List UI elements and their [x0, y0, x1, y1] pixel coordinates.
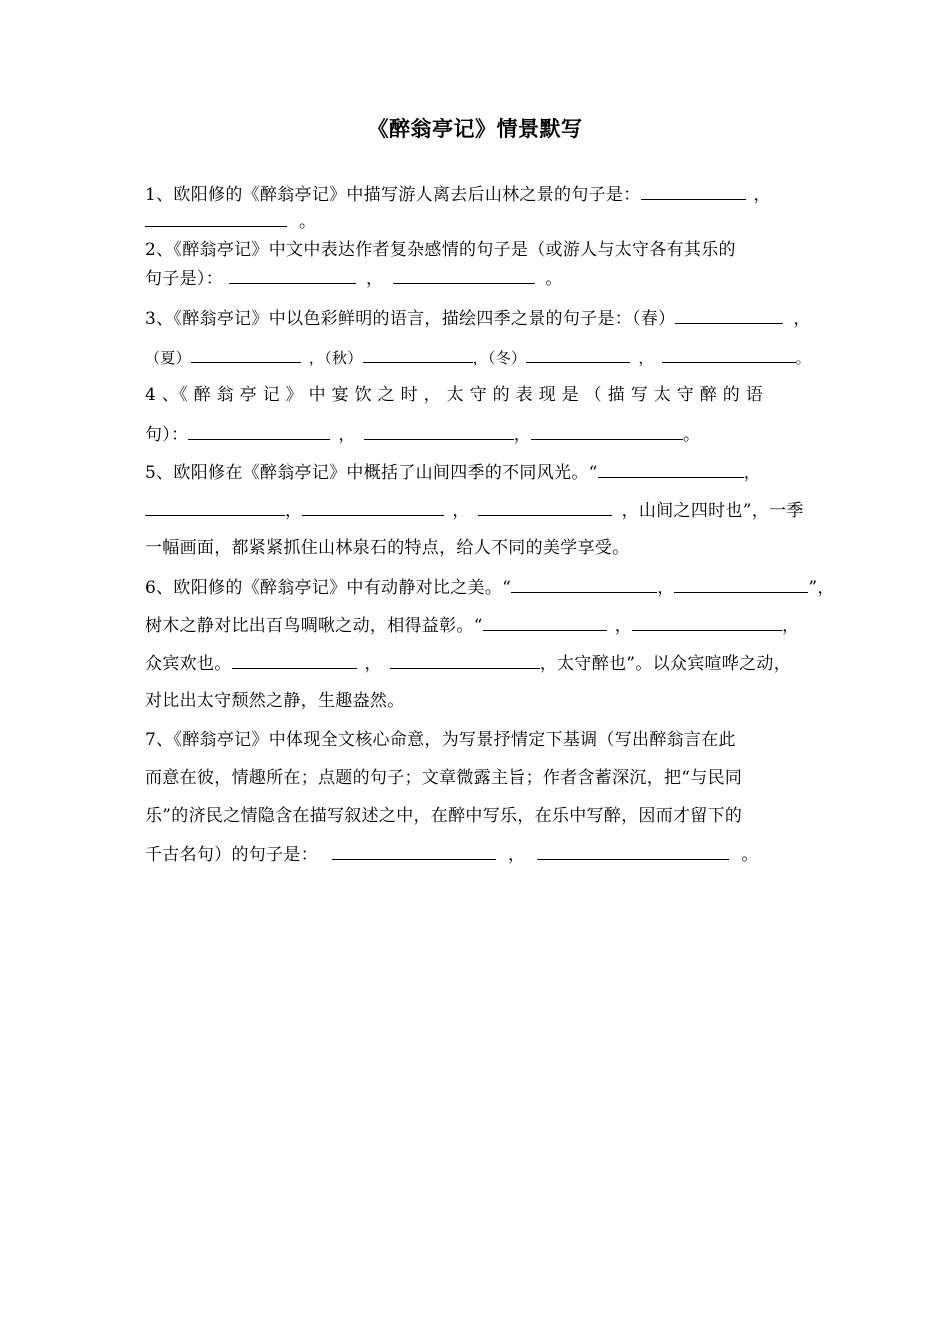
question-6-line-3 — [145, 651, 791, 676]
question-4-line-1 — [145, 383, 763, 407]
question-6-blank-6[interactable] — [390, 651, 540, 669]
question-2-line-2 — [145, 266, 563, 291]
question-7-line-4 — [145, 842, 759, 867]
question-4-blank-3[interactable] — [531, 422, 683, 440]
question-7-line-3 — [145, 804, 742, 828]
question-4-blank-2[interactable] — [364, 422, 514, 440]
question-5-punct-3: ， — [452, 501, 470, 521]
question-2-line-1 — [145, 238, 736, 262]
question-3-text: 3、《醉翁亭记》中以色彩鲜明的语言，描绘四季之景的句子是：（春） — [145, 309, 676, 329]
question-6-blank-5[interactable] — [232, 651, 357, 669]
question-4-blank-1[interactable] — [188, 422, 330, 440]
question-1-line-1 — [145, 182, 771, 207]
question-5-line-2 — [145, 498, 804, 523]
question-6-text-3: 众宾欢也。 — [145, 654, 232, 674]
question-3-punct-3: 。 — [795, 349, 811, 367]
question-5-blank-4[interactable] — [478, 498, 612, 516]
question-7-text-2: 而意在彼，情趣所在；点题的句子；文章微露主旨；作者含蓄深沉，把“与民同 — [145, 768, 743, 788]
question-6-punct-4: ， — [782, 616, 800, 636]
question-6-blank-2[interactable] — [674, 575, 808, 593]
question-4-punct-3: 。 — [683, 425, 701, 445]
question-6-line-4 — [145, 689, 405, 713]
question-7-punct-2: 。 — [741, 845, 759, 865]
question-6-text: 6、欧阳修的《醉翁亭记》中有动静对比之美。“ — [145, 578, 512, 598]
question-6-blank-3[interactable] — [483, 613, 607, 631]
question-1-text: 1、欧阳修的《醉翁亭记》中描写游人离去后山林之景的句子是： — [145, 185, 641, 205]
question-3-blank-spring[interactable] — [675, 306, 783, 324]
question-5-line-1 — [145, 460, 761, 485]
question-3-blank-winter[interactable] — [526, 345, 630, 363]
question-7-text-4: 千古名句）的句子是： — [145, 845, 318, 865]
question-3-blank-autumn[interactable] — [363, 345, 473, 363]
question-2-blank-2[interactable] — [393, 266, 535, 284]
question-2-blank-1[interactable] — [229, 266, 356, 284]
question-1-line-2 — [145, 209, 316, 234]
question-6-punct-2: ”， — [808, 578, 835, 598]
question-6-text-5: 对比出太守颓然之静，生趣盎然。 — [145, 691, 405, 711]
question-1-blank-1[interactable] — [641, 182, 746, 200]
question-5-punct-1: ， — [743, 463, 761, 483]
question-2-text-2: 句子是）： — [145, 269, 223, 289]
question-3-blank-extra[interactable] — [662, 345, 796, 363]
question-5-text-2: ，山间之四时也”，一季 — [621, 501, 804, 521]
question-6-line-1 — [145, 575, 835, 600]
question-3-line-1 — [145, 306, 811, 331]
question-5-line-3 — [145, 536, 629, 560]
question-6-blank-1[interactable] — [511, 575, 657, 593]
question-6-blank-4[interactable] — [632, 613, 782, 631]
question-2-punct-2: 。 — [545, 269, 563, 289]
page-title: 《醉翁亭记》情景默写 — [367, 117, 583, 141]
question-6-punct-5: ， — [364, 654, 382, 674]
question-7-line-2 — [145, 766, 742, 790]
question-7-blank-1[interactable] — [332, 842, 496, 860]
question-6-punct-1: ， — [657, 578, 675, 598]
question-2-text: 2、《醉翁亭记》中文中表达作者复杂感情的句子是（或游人与太守各有其乐的 — [145, 240, 736, 260]
question-7-blank-2[interactable] — [537, 842, 729, 860]
question-5-blank-3[interactable] — [302, 498, 444, 516]
question-1-blank-2[interactable] — [145, 209, 287, 227]
question-5-punct-2: ， — [285, 501, 303, 521]
question-4-text: 4 、《 醉 翁 亭 记 》 中 宴 饮 之 时 ， 太 守 的 表 现 是 （ 描 写 太 守 醉 的 语 — [145, 385, 764, 405]
question-4-text-2: 句）： — [145, 425, 189, 445]
question-1-punct-2: 。 — [299, 212, 317, 232]
question-4-line-2 — [145, 422, 700, 447]
question-7-text-3: 乐”的济民之情隐含在描写叙述之中，在醉中写乐，在乐中写醉，因而才留下的 — [145, 806, 743, 826]
question-3-label-summer: （夏） — [145, 349, 191, 367]
question-3-punct-1: ， — [793, 309, 811, 329]
question-3-blank-summer[interactable] — [191, 345, 301, 363]
question-6-line-2 — [145, 613, 799, 638]
question-5-text-3: 一幅画面，都紧紧抓住山林泉石的特点，给人不同的美学享受。 — [145, 538, 630, 558]
question-4-punct-2: ， — [513, 425, 532, 445]
question-3-punct-2: ， — [638, 349, 654, 367]
question-1-punct-1: ， — [753, 185, 771, 205]
question-6-text-4: ，太守醉也”。以众宾喧哗之动， — [539, 654, 792, 674]
question-7-text: 7、《醉翁亭记》中体现全文核心命意，为写景抒情定下基调（写出醉翁言在此 — [145, 730, 736, 750]
question-5-blank-1[interactable] — [598, 460, 744, 478]
question-7-line-1 — [145, 728, 736, 752]
question-3-line-2 — [145, 345, 811, 370]
question-5-text: 5、欧阳修在《醉翁亭记》中概括了山间四季的不同风光。“ — [145, 463, 598, 483]
question-2-punct-1: ， — [366, 269, 384, 289]
question-6-punct-3: ， — [614, 616, 633, 636]
question-6-text-2: 树木之静对比出百鸟啁啾之动，相得益彰。“ — [145, 616, 483, 636]
question-3-label-autumn: ，（秋） — [308, 349, 363, 367]
question-7-punct-1: ， — [508, 845, 526, 865]
question-3-label-winter: ，（冬） — [472, 349, 527, 367]
question-4-punct-1: ， — [338, 425, 356, 445]
question-5-blank-2[interactable] — [145, 498, 285, 516]
